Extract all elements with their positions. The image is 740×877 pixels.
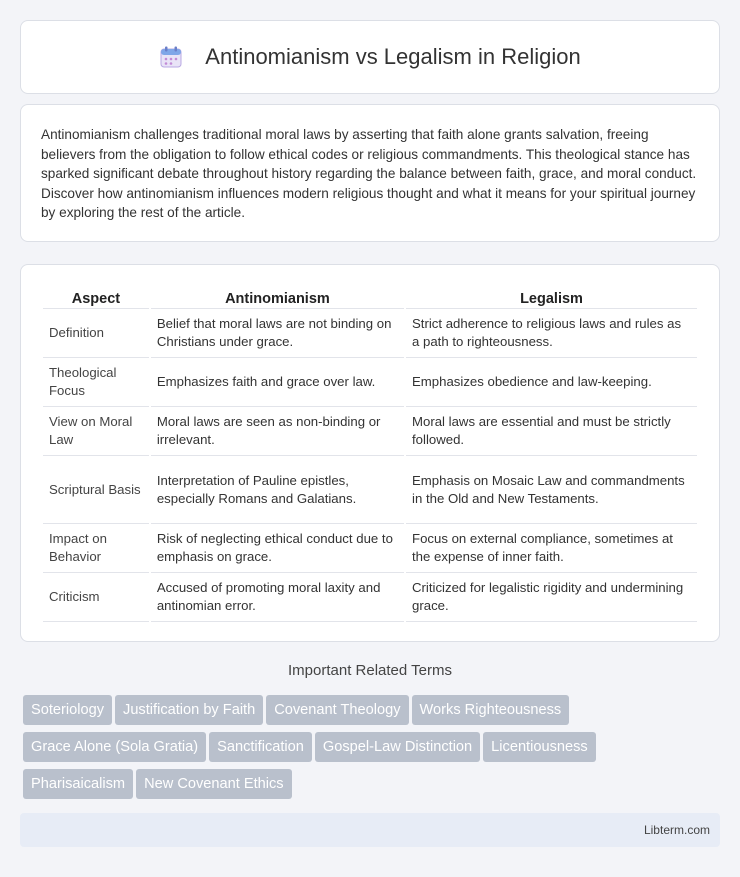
related-term-tag[interactable]: Grace Alone (Sola Gratia) — [23, 732, 206, 762]
row-legalism: Emphasis on Mosaic Law and commandments in the Old and New Testaments. — [406, 456, 697, 524]
title-card — [20, 20, 720, 94]
calendar-icon — [159, 45, 183, 69]
footer — [20, 813, 720, 847]
table-header-row — [43, 285, 697, 309]
related-term-tag[interactable]: New Covenant Ethics — [136, 769, 292, 799]
row-aspect: Criticism — [43, 573, 149, 622]
row-aspect: Theological Focus — [43, 358, 149, 407]
table-row — [43, 573, 697, 622]
row-aspect: Scriptural Basis — [43, 456, 149, 524]
row-aspect: View on Moral Law — [43, 407, 149, 456]
related-term-tag[interactable]: Gospel-Law Distinction — [315, 732, 480, 762]
comparison-table — [41, 285, 699, 622]
row-antinomianism: Risk of neglecting ethical conduct due to emphasis on grace. — [151, 524, 404, 573]
related-term-tag[interactable]: Works Righteousness — [412, 695, 570, 725]
row-antinomianism: Interpretation of Pauline epistles, especially Romans and Galatians. — [151, 456, 404, 524]
row-antinomianism: Accused of promoting moral laxity and antinomian error. — [151, 573, 404, 622]
intro-card — [20, 104, 720, 242]
table-row — [43, 309, 697, 358]
footer-site-link[interactable]: Libterm.com — [643, 823, 710, 837]
row-legalism: Moral laws are essential and must be strictly followed. — [406, 407, 697, 456]
row-legalism: Emphasizes obedience and law-keeping. — [406, 358, 697, 407]
comparison-table-card — [20, 264, 720, 642]
row-antinomianism: Moral laws are seen as non-binding or irrelevant. — [151, 407, 404, 456]
related-term-tag[interactable]: Justification by Faith — [115, 695, 263, 725]
row-aspect: Impact on Behavior — [43, 524, 149, 573]
related-term-tag[interactable]: Sanctification — [209, 732, 312, 762]
intro-text: Antinomianism challenges traditional moral laws by asserting that faith alone grants salvation, freeing believers from the obligation to follow ethical codes or religious commandments. This theological stance has sparked significant debate throughout history regarding the balance between faith, grace, and moral conduct. Discover how antinomianism influences modern religious thought and what it means for your spiritual journey by exploring the rest of the article. — [41, 127, 697, 221]
related-term-tag[interactable]: Covenant Theology — [266, 695, 408, 725]
related-terms-list — [23, 695, 723, 806]
header-legalism: Legalism — [406, 285, 697, 309]
row-aspect: Definition — [43, 309, 149, 358]
row-antinomianism: Belief that moral laws are not binding on Christians under grace. — [151, 309, 404, 358]
header-antinomianism: Antinomianism — [151, 285, 404, 309]
row-legalism: Strict adherence to religious laws and rules as a path to righteousness. — [406, 309, 697, 358]
related-term-tag[interactable]: Licentiousness — [483, 732, 596, 762]
table-row — [43, 407, 697, 456]
row-antinomianism: Emphasizes faith and grace over law. — [151, 358, 404, 407]
page-title: Antinomianism vs Legalism in Religion — [205, 44, 581, 69]
row-legalism: Focus on external compliance, sometimes at the expense of inner faith. — [406, 524, 697, 573]
related-terms-title: Important Related Terms — [288, 662, 452, 679]
row-legalism: Criticized for legalistic rigidity and undermining grace. — [406, 573, 697, 622]
related-term-tag[interactable]: Soteriology — [23, 695, 112, 725]
table-row — [43, 456, 697, 524]
related-term-tag[interactable]: Pharisaicalism — [23, 769, 133, 799]
header-aspect: Aspect — [43, 285, 149, 309]
table-row — [43, 358, 697, 407]
table-row — [43, 524, 697, 573]
